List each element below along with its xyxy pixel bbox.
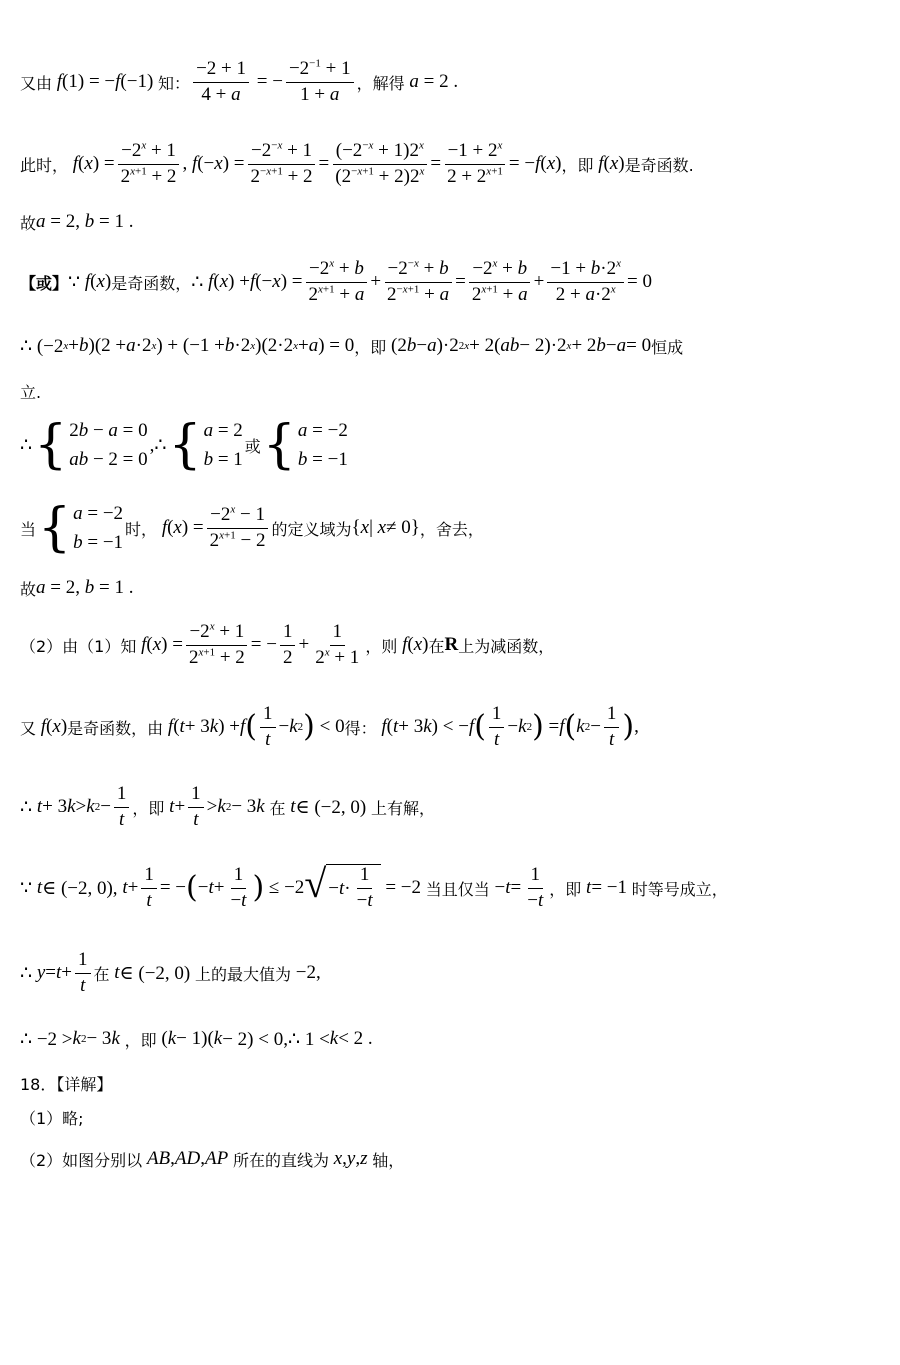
text: （2）由（1）知 bbox=[20, 636, 137, 656]
text: 时， bbox=[125, 519, 158, 539]
text: 恒成 bbox=[651, 337, 684, 357]
text: 上的最大值为 bbox=[194, 964, 291, 984]
text: ，即 bbox=[132, 798, 165, 818]
line-3: 故 a = 2, b = 1 . bbox=[20, 211, 134, 233]
line-18: （2）如图分别以 AB , AD , AP 所在的直线为 x , y , z 轴， bbox=[20, 1148, 405, 1170]
text: 上有解， bbox=[370, 798, 435, 818]
text: ，即 bbox=[124, 1030, 157, 1050]
line-5: ∴ (−2 x + b )(2 + a ·2 x ) + (−1 + b ·2 x )(2·2 x + a ) = 0 ，即 (2 b − a )·2 2x + 2( ab − 2)·2 x + 2 b − a = 0 恒成 bbox=[20, 335, 684, 357]
text: 【或】 bbox=[20, 273, 69, 293]
line-10: （2）由（1）知 f ( x ) = $\frac{-2^x + 1}{2^{x+1} + 2}$ = − $\frac{1}{2}$ + $\frac{1}{2^x + 1}$ ，则 f ( x ) 在 R 上为减函数， bbox=[20, 620, 555, 668]
text: 上为减函数， bbox=[458, 636, 555, 656]
text: 时等号成立， bbox=[631, 879, 728, 899]
line-12: ∴ t + 3 k > k 2 − $\frac{1}{t}$ ，即 t + $\frac{1}{t}$ > k 2 − 3 k 在 t ∈ (−2, 0) 上有解， bbox=[20, 782, 435, 830]
text: ，则 bbox=[365, 636, 398, 656]
text: 此时， bbox=[20, 155, 69, 175]
text: 的定义域为 bbox=[271, 519, 352, 539]
text: 当 bbox=[20, 519, 37, 539]
line-11: 又 f ( x ) 是奇函数，由 f ( t + 3 k ) + f ( $\frac{1}{t}$ − k 2 ) < 0 得： f ( t + 3 k ) < − f ( $\frac{1}{t}$ − k 2 ) = f ( k 2 − $\frac{1}{t}$ ) , bbox=[20, 702, 639, 750]
text: 在 bbox=[93, 964, 110, 984]
text: 是奇函数. bbox=[624, 155, 694, 175]
text: 又由 bbox=[20, 73, 53, 93]
line-16 bbox=[20, 1070, 880, 1096]
text: ，即 bbox=[561, 155, 594, 175]
text: （2）如图分别以 bbox=[20, 1150, 143, 1170]
text: 故 bbox=[20, 579, 37, 599]
text: ，解得 bbox=[356, 73, 405, 93]
text: 知： bbox=[158, 73, 191, 93]
text: 又 bbox=[20, 718, 37, 738]
line-2: 此时， f ( x ) = $\frac{-2^x + 1}{2^{x+1} + 2}$ , f (− x ) = $\frac{-2^{-x} + 1}{2^{-x+1} + 2}$ = $\frac{(-2^{-x} + 1)2^x}{(2^{-x+1} + 2)2^x}$ = $\frac{-1 + 2^x}{2 + 2^{x+1}}$ = − f ( x ) ，即 f ( x ) 是奇函数. bbox=[20, 139, 694, 187]
text: 是奇函数，由 bbox=[67, 718, 164, 738]
text: 是奇函数， bbox=[111, 273, 192, 293]
line-14: ∴ y = t + $\frac{1}{t}$ 在 t ∈ (−2, 0) 上的最大值为 −2, bbox=[20, 948, 321, 996]
line-6 bbox=[20, 378, 880, 404]
line-17 bbox=[20, 1104, 880, 1130]
text: ，即 bbox=[354, 337, 387, 357]
text: 在 bbox=[269, 798, 286, 818]
text: 18．【详解】 bbox=[20, 1074, 113, 1094]
text: ，舍去， bbox=[419, 519, 484, 539]
line-4: 【或】 ∵ f ( x ) 是奇函数， ∴ f ( x ) + f (− x ) = $\frac{-2^x + b}{2^{x+1} + a}$ + $\frac{-2^{-x} + b}{2^{-x+1} + a}$ = $\frac{-2^x + b}{2^{x+1} + a}$ + $\frac{-1 + b\cdot 2^x}{2 + a\cdot 2^x}$ = 0 bbox=[20, 257, 652, 305]
line-1: 又由 f (1) = − f (−1) 知： $\frac{-2 + 1}{4 + a}$ = − $\frac{-2^{-1} + 1}{1 + a}$ ，解得 a = 2 . bbox=[20, 57, 459, 105]
line-7: ∴ { 2b − a = 0 ab − 2 = 0 ,∴ { a = 2 b = 1 或 { a = −2 b = −1 bbox=[20, 415, 348, 475]
text: 得： bbox=[344, 718, 377, 738]
text: R bbox=[444, 634, 459, 655]
text: 轴， bbox=[372, 1150, 405, 1170]
text: 所在的直线为 bbox=[232, 1150, 329, 1170]
line-13: ∵ t ∈ (−2, 0), t + $\frac{1}{t}$ = − ( − t + $\frac{1}{-t}$ ) ≤ −2 √ − t · $\frac{1}{-t}$ = −2 当且仅当 − t = $\frac{1}{-t}$ ，即 t = −1 时等号成立， bbox=[20, 861, 728, 911]
text: 或 bbox=[244, 436, 261, 456]
text: 故 bbox=[20, 213, 37, 233]
text: ，即 bbox=[549, 879, 582, 899]
text: 当且仅当 bbox=[425, 879, 490, 899]
text: （1）略; bbox=[20, 1108, 84, 1128]
line-8: 当 { a = −2 b = −1 时， f ( x ) = $\frac{-2^x - 1}{2^{x+1} - 2}$ 的定义域为 { x | x ≠ 0} ，舍去， bbox=[20, 498, 484, 558]
text: 立. bbox=[20, 382, 42, 402]
line-9: 故 a = 2, b = 1 . bbox=[20, 577, 134, 599]
text: 在 bbox=[428, 636, 445, 656]
line-15: ∴ −2 > k 2 − 3 k ，即 ( k − 1)( k − 2) < 0,∴ 1 < k < 2 . bbox=[20, 1028, 373, 1050]
